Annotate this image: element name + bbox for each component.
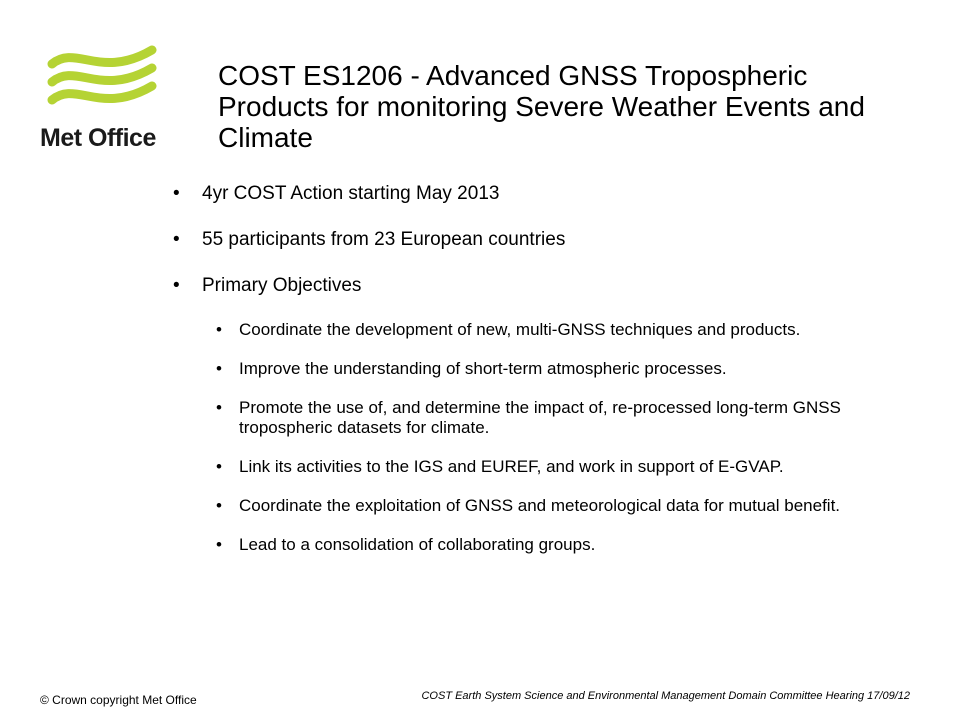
- met-office-logo: [40, 42, 165, 157]
- slide-title: COST ES1206 - Advanced GNSS Tropospheric Products for monitoring Severe Weather Events and Climate: [218, 60, 865, 153]
- objective-item: • Improve the understanding of short-term atmospheric processes.: [214, 359, 914, 379]
- footer-copyright: © Crown copyright Met Office: [40, 693, 197, 707]
- footer-event: COST Earth System Science and Environmental Management Domain Committee Hearing 17/09/12: [421, 690, 910, 702]
- bullet-item: • Primary Objectives: [170, 275, 930, 297]
- logo-text: Met Office: [40, 124, 156, 152]
- bullet-item: • 4yr COST Action starting May 2013: [170, 183, 930, 205]
- objective-item: • Lead to a consolidation of collaborating groups.: [214, 535, 914, 555]
- objectives-list: [214, 320, 914, 574]
- bullet-item: • 55 participants from 23 European countries: [170, 229, 930, 251]
- objective-item: • Coordinate the development of new, multi-GNSS techniques and products.: [214, 320, 914, 340]
- objective-item: • Promote the use of, and determine the impact of, re-processed long-term GNSS tropospheric datasets for climate.: [214, 398, 914, 438]
- objective-item: • Coordinate the exploitation of GNSS and meteorological data for mutual benefit.: [214, 496, 914, 516]
- main-bullets: [170, 183, 930, 554]
- objective-item: • Link its activities to the IGS and EUREF, and work in support of E-GVAP.: [214, 457, 914, 477]
- met-office-waves-icon: [46, 42, 158, 122]
